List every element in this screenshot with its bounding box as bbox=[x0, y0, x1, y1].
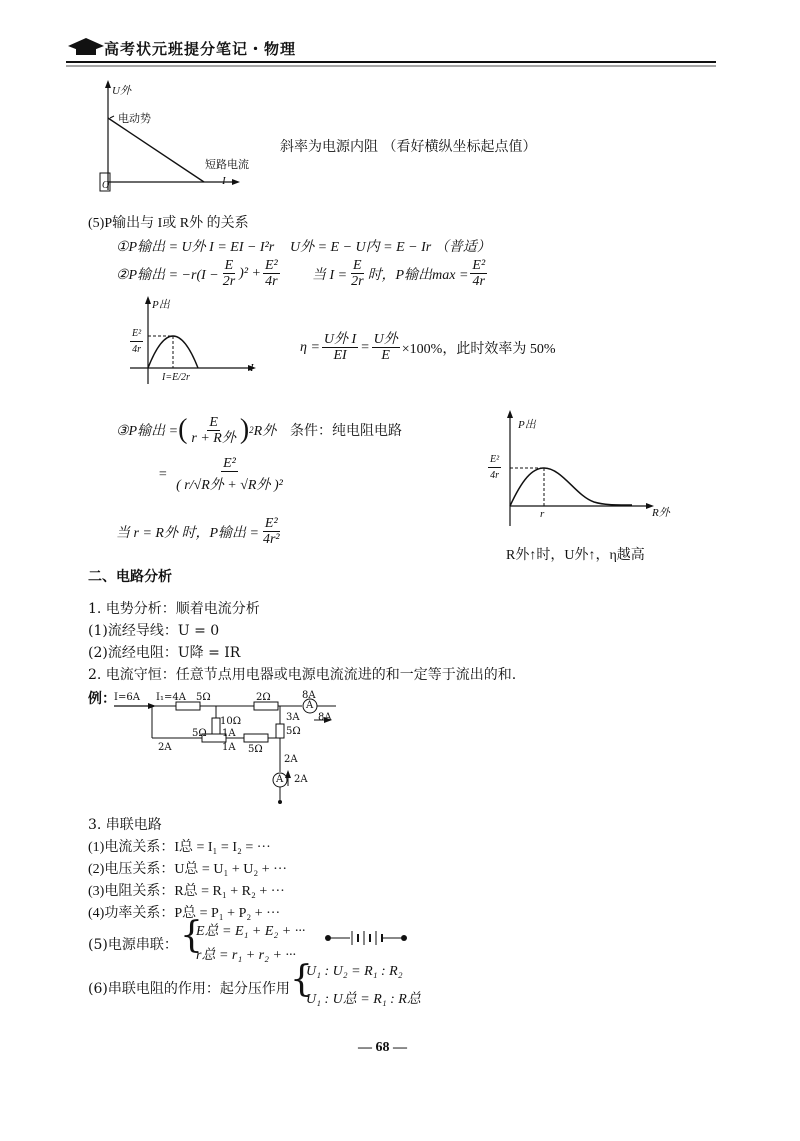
circuit-bot-5: 5Ω bbox=[192, 728, 207, 739]
graph2-peak bbox=[128, 326, 145, 357]
s5-eq2-cond-tail: 时，P输出max = bbox=[367, 267, 469, 283]
circuit-bot-2a: 2A bbox=[158, 742, 172, 753]
graph1-origin: O bbox=[102, 180, 110, 191]
circuit-r1: 5Ω bbox=[196, 692, 211, 703]
header-logo-icon bbox=[66, 36, 106, 58]
eq3-conclusion-d: 4r² bbox=[262, 532, 280, 547]
battery-series-icon bbox=[324, 930, 408, 946]
eq3-line2-n: E² bbox=[223, 456, 236, 471]
s5-eq2-frac-d: 2r bbox=[222, 274, 236, 289]
graph1-emf-label: 电动势 bbox=[118, 112, 151, 125]
eff-f1d: EI bbox=[333, 348, 347, 363]
graph3-peak bbox=[486, 452, 503, 483]
circuit-r-mid: 10Ω bbox=[220, 716, 242, 727]
circuit-bot-5b: 5Ω bbox=[248, 744, 263, 755]
section3-c3: (3)电阻关系：R总 = R₁ + R₂ + ··· bbox=[88, 884, 285, 899]
section3-c6b: U₁ : U总 = R₁ : R总 bbox=[306, 992, 421, 1007]
section3-c5a: E总 = E₁ + E₂ + ··· bbox=[196, 924, 306, 939]
s5-eq2-cond-text: 当 I = bbox=[312, 267, 348, 283]
circuit-r-3a: 3A bbox=[286, 712, 300, 723]
graph1-y-label: U外 bbox=[112, 85, 131, 97]
eff-f1n: U外 I bbox=[323, 332, 357, 347]
graph3-x-label: R外 bbox=[652, 507, 670, 519]
section3-c4: (4)功率关系：P总 = P₁ + P₂ + ··· bbox=[88, 906, 281, 921]
s5-eq2-cond-frac2-n: E² bbox=[472, 258, 486, 273]
graph2-peak-d: 4r bbox=[132, 344, 141, 355]
section3-title: 3. 串联电路 bbox=[88, 817, 162, 833]
page-number: — 68 — bbox=[358, 1040, 407, 1055]
s5-eq2-cond-frac2-d: 4r bbox=[472, 274, 485, 289]
section2-l1a: (1)流经导线：U = 0 bbox=[88, 623, 220, 639]
s5-eq2-mid: )² + bbox=[239, 265, 261, 281]
circuit-r2: 2Ω bbox=[256, 692, 271, 703]
eq3: ③P输出 = ( $\frac{E}{\text{r + R外}}$ ) 2 R外 bbox=[116, 414, 277, 446]
graph3-peak-frac bbox=[488, 452, 501, 483]
s5-eq2-cond-frac-d: 2r bbox=[351, 274, 364, 289]
circuit-ammeter-2a: 2A bbox=[294, 774, 308, 785]
circuit-i-in: I=6A bbox=[114, 692, 140, 703]
section2-example: 例： bbox=[88, 691, 116, 707]
eff-f2n: U外 bbox=[373, 332, 398, 347]
section3-c6a: U₁ : U₂ = R₁ : R₂ bbox=[306, 964, 403, 979]
graph2-peak-n: E² bbox=[130, 326, 143, 342]
eq3-frac bbox=[189, 415, 237, 446]
section2-l1b: (2)流经电阻：U降 = IR bbox=[88, 645, 241, 661]
slope-note: 斜率为电源内阻 （看好横纵坐标起点值） bbox=[280, 139, 537, 155]
circuit-a-right: 8A bbox=[318, 712, 332, 723]
graph2-y-label: P出 bbox=[152, 299, 170, 311]
section3-c5: (5)电源串联： bbox=[88, 937, 178, 953]
eff-tail: ×100%，此时效率为 50% bbox=[401, 341, 556, 357]
circuit-a-top: 8A bbox=[302, 690, 316, 701]
eq3-cond: 条件：纯电阻电路 bbox=[290, 423, 402, 439]
eq3-conclusion-frac bbox=[261, 516, 282, 547]
section3-c2: (2)电压关系：U总 = U₁ + U₂ + ··· bbox=[88, 862, 288, 877]
section3-c5-brace: { bbox=[180, 915, 203, 956]
graph3-y-label: P出 bbox=[518, 419, 536, 431]
graph3-peak-d: 4r bbox=[490, 470, 499, 481]
circuit-r-5a: 5Ω bbox=[286, 726, 301, 737]
eq3-conclusion-text: 当 r = R外 时，P输出 = bbox=[116, 525, 259, 541]
section2-title: 二、电路分析 bbox=[88, 569, 172, 585]
s5-eq2-frac2-d: 4r bbox=[265, 274, 278, 289]
graph3-peak-n: E² bbox=[488, 452, 501, 468]
eq3-tail: R外 bbox=[253, 424, 277, 439]
eq3-line2-frac bbox=[169, 456, 289, 493]
eff-lhs: η = bbox=[300, 339, 320, 355]
eq3-conclusion-n: E² bbox=[264, 516, 278, 531]
s5-eq2-frac-n: E bbox=[224, 258, 234, 273]
efficiency-eq bbox=[300, 332, 556, 363]
graph3-x-mark: r bbox=[540, 508, 545, 520]
eq3-line2: = $\frac{\text{E²}}{\text{( r/√R外 + √R外 )²}}$ bbox=[158, 456, 291, 493]
graph3-caption: R外↑时，U外↑，η越高 bbox=[506, 548, 645, 563]
header-rule bbox=[66, 60, 716, 70]
s5-eq2-frac bbox=[221, 258, 237, 289]
circuit-bot-1a: 1A bbox=[222, 742, 236, 753]
graph1-x-label: I bbox=[222, 175, 226, 187]
eq3-fn: E bbox=[209, 414, 218, 430]
s5-heading: (5)P输出与 I或 R外 的关系 bbox=[88, 216, 249, 231]
circuit-i-mid: 1A bbox=[222, 728, 236, 739]
eff-frac2 bbox=[372, 332, 400, 363]
eff-f2d: E bbox=[381, 348, 390, 363]
section3-c6: (6)串联电阻的作用：起分压作用 bbox=[88, 981, 290, 997]
eq3-lhs: ③P输出 = bbox=[116, 424, 179, 439]
s5-eq2 bbox=[116, 258, 282, 289]
graph1-short-label: 短路电流 bbox=[205, 158, 249, 171]
s5-eq2-frac2-n: E² bbox=[264, 258, 278, 273]
s5-eq2-cond-frac2 bbox=[470, 258, 487, 289]
section3-c5b: r总 = r₁ + r₂ + ··· bbox=[196, 948, 296, 963]
circuit-ammeter-bot: A bbox=[276, 774, 284, 785]
section3-c6-brace: { bbox=[290, 959, 313, 1000]
s5-eq1: ①P输出 = U外 I = EI − I²r bbox=[116, 240, 275, 255]
circuit-i1: I₁=4A bbox=[156, 692, 186, 703]
s5-eq2-cond-frac-n: E bbox=[353, 258, 362, 273]
eff-eq: = bbox=[360, 339, 370, 355]
graph2-x-mark: I=E/2r bbox=[162, 372, 190, 383]
s5-eq1b: U外 = E − U内 = E − Ir （普适） bbox=[290, 240, 491, 255]
eq3-line2-d: ( r/√R外 + √R外 )² bbox=[176, 478, 283, 493]
s5-eq2-lhs: ②P输出 = −r(I − bbox=[116, 267, 219, 283]
s5-eq2-cond-frac bbox=[349, 258, 365, 289]
header-title: 高考状元班提分笔记・物理 bbox=[104, 40, 297, 58]
section2-l1: 1. 电势分析：顺着电流分析 bbox=[88, 601, 260, 617]
s5-eq2-cond bbox=[312, 258, 489, 289]
eq3-fd: r + R外 bbox=[191, 430, 236, 446]
graph2-peak-frac bbox=[130, 326, 143, 357]
circuit-down-2a: 2A bbox=[284, 754, 298, 765]
s5-eq2-frac2 bbox=[263, 258, 280, 289]
section2-l2: 2. 电流守恒：任意节点用电器或电源电流流进的和一定等于流出的和. bbox=[88, 667, 517, 683]
graph2-x-label: I bbox=[250, 362, 254, 374]
circuit-ammeter-top: A bbox=[306, 700, 314, 711]
eff-frac1 bbox=[322, 332, 358, 363]
eq3-conclusion bbox=[116, 516, 284, 547]
section3-c1: (1)电流关系：I总 = I₁ = I₂ = ··· bbox=[88, 840, 271, 855]
